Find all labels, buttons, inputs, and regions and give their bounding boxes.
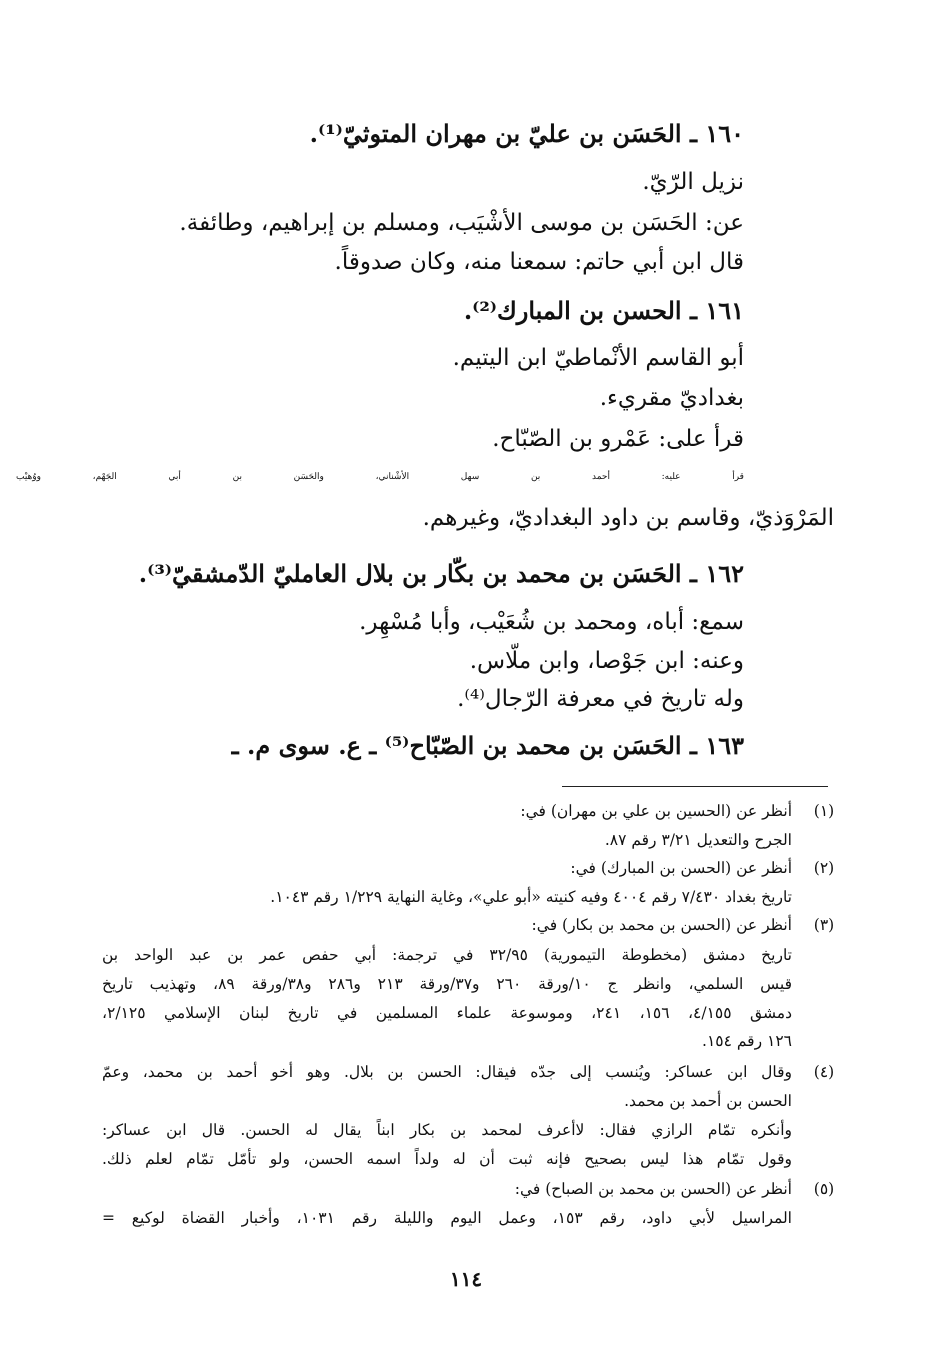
entry-line: قرأ على: عَمْرو بن الصّبّاح. <box>492 426 744 452</box>
footnote-number: (١) <box>813 802 835 820</box>
entry-line: نزيل الرّيّ. <box>642 169 744 195</box>
entry-line: عن: الحَسَن بن موسى الأشْيَب، ومسلم بن إبراهيم، وطائفة. <box>179 210 744 236</box>
footnote-line: الحسن بن أحمد بن محمد. <box>624 1092 792 1110</box>
footnote-separator <box>562 786 828 787</box>
footnote-line: أنظر عن (الحسن بن محمد بن بكار) في: <box>531 916 792 934</box>
entry-heading: ١٦١ ـ الحسن بن المبارك⁽²⁾. <box>463 296 744 325</box>
entry-heading: ١٦٣ ـ الحَسَن بن محمد بن الصّبّاح⁽⁵⁾ ـ ع. سوى م. ـ <box>231 731 744 760</box>
entry-line: قرأ عليه: أحمد بن سهل الأشْناني، والحَسَن بن أبي الجَهْم، ووُهيْب <box>16 472 744 482</box>
footnote-line: وقال ابن عساكر: ويُنسب إلى جدّه فيقال: الحسن بن بلال. وهو أخو أحمد بن محمد، وعمّ <box>102 1063 792 1081</box>
footnote-line: وأنكره تمّام الرازي فقال: لاأعرف لمحمد بن بكار ابناً يقال له الحسن. قال ابن عساكر: <box>102 1121 792 1139</box>
footnote-line: قيس السلمي، وانظر ج ١٠/ورقة ٢٦٠ و٣٧/ورقة ٢١٣ و٢٨٦ و٣٨/ورقة ٨٩، وتهذيب تاريخ <box>102 975 792 993</box>
footnote-line: دمشق ٤/١٥٥، ١٥٦، ٢٤١، وموسوعة علماء المسلمين في تاريخ لبنان الإسلامي ٢/١٢٥، <box>102 1004 792 1022</box>
footnote-number: (٤) <box>813 1063 835 1081</box>
entry-line: المَرْوَذيّ، وقاسم بن داود البغداديّ، وغيرهم. <box>422 505 834 531</box>
footnote-line: وقول تمّام هذا ليس بصحيح فإنه ثبت أن له ولداً اسمه الحسن، ولو تأمّل تمّام لعلم ذلك. <box>102 1150 792 1168</box>
entry-line: قال ابن أبي حاتم: سمعنا منه، وكان صدوقاً. <box>334 249 744 275</box>
footnote-line: ١٢٦ رقم ١٥٤. <box>702 1032 792 1050</box>
footnote-number: (٥) <box>813 1180 835 1198</box>
entry-line: أبو القاسم الأنْماطيّ ابن اليتيم. <box>452 345 744 371</box>
footnote-line: أنظر عن (الحسن بن محمد بن الصباح) في: <box>514 1180 792 1198</box>
entry-heading: ١٦٠ ـ الحَسَن بن عليّ بن مهران المتوثيّ⁽¹⁾. <box>309 119 744 148</box>
footnote-line: تاريخ بغداد ٧/٤٣٠ رقم ٤٠٠٤ وفيه كنيته «أبو علي»، وغاية النهاية ١/٢٢٩ رقم ١٠٤٣. <box>270 888 792 906</box>
footnote-line: المراسيل لأبي داود، رقم ١٥٣، وعمل اليوم والليلة رقم ١٠٣١، وأخبار القضاة لوكيع = <box>102 1209 792 1227</box>
entry-line: بغداديّ مقريء. <box>599 385 744 411</box>
footnote-line: أنظر عن (الحسن بن المبارك) في: <box>570 859 792 877</box>
page-number: ١١٤ <box>449 1267 483 1291</box>
footnote-line: الجرح والتعديل ٣/٢١ رقم ٨٧. <box>604 831 792 849</box>
entry-line: وله تاريخ في معرفة الرّجال⁽⁴⁾. <box>457 686 744 712</box>
entry-line: سمع: أباه، ومحمد بن شُعَيْب، وأبا مُسْهِر. <box>359 609 744 635</box>
footnote-line: أنظر عن (الحسين بن علي بن مهران) في: <box>520 802 792 820</box>
entry-heading: ١٦٢ ـ الحَسَن بن محمد بن بكّار بن بلال العامليّ الدّمشقيّ⁽³⁾. <box>138 559 744 588</box>
entry-line: وعنه: ابن جَوْصا، وابن ملّاس. <box>469 648 744 674</box>
footnote-line: تاريخ دمشق (مخطوطة التيمورية) ٣٢/٩٥ في ترجمة: أبي حفص عمر بن عبد الواحد بن <box>102 946 792 964</box>
footnote-number: (٢) <box>813 859 835 877</box>
footnote-number: (٣) <box>813 916 835 934</box>
